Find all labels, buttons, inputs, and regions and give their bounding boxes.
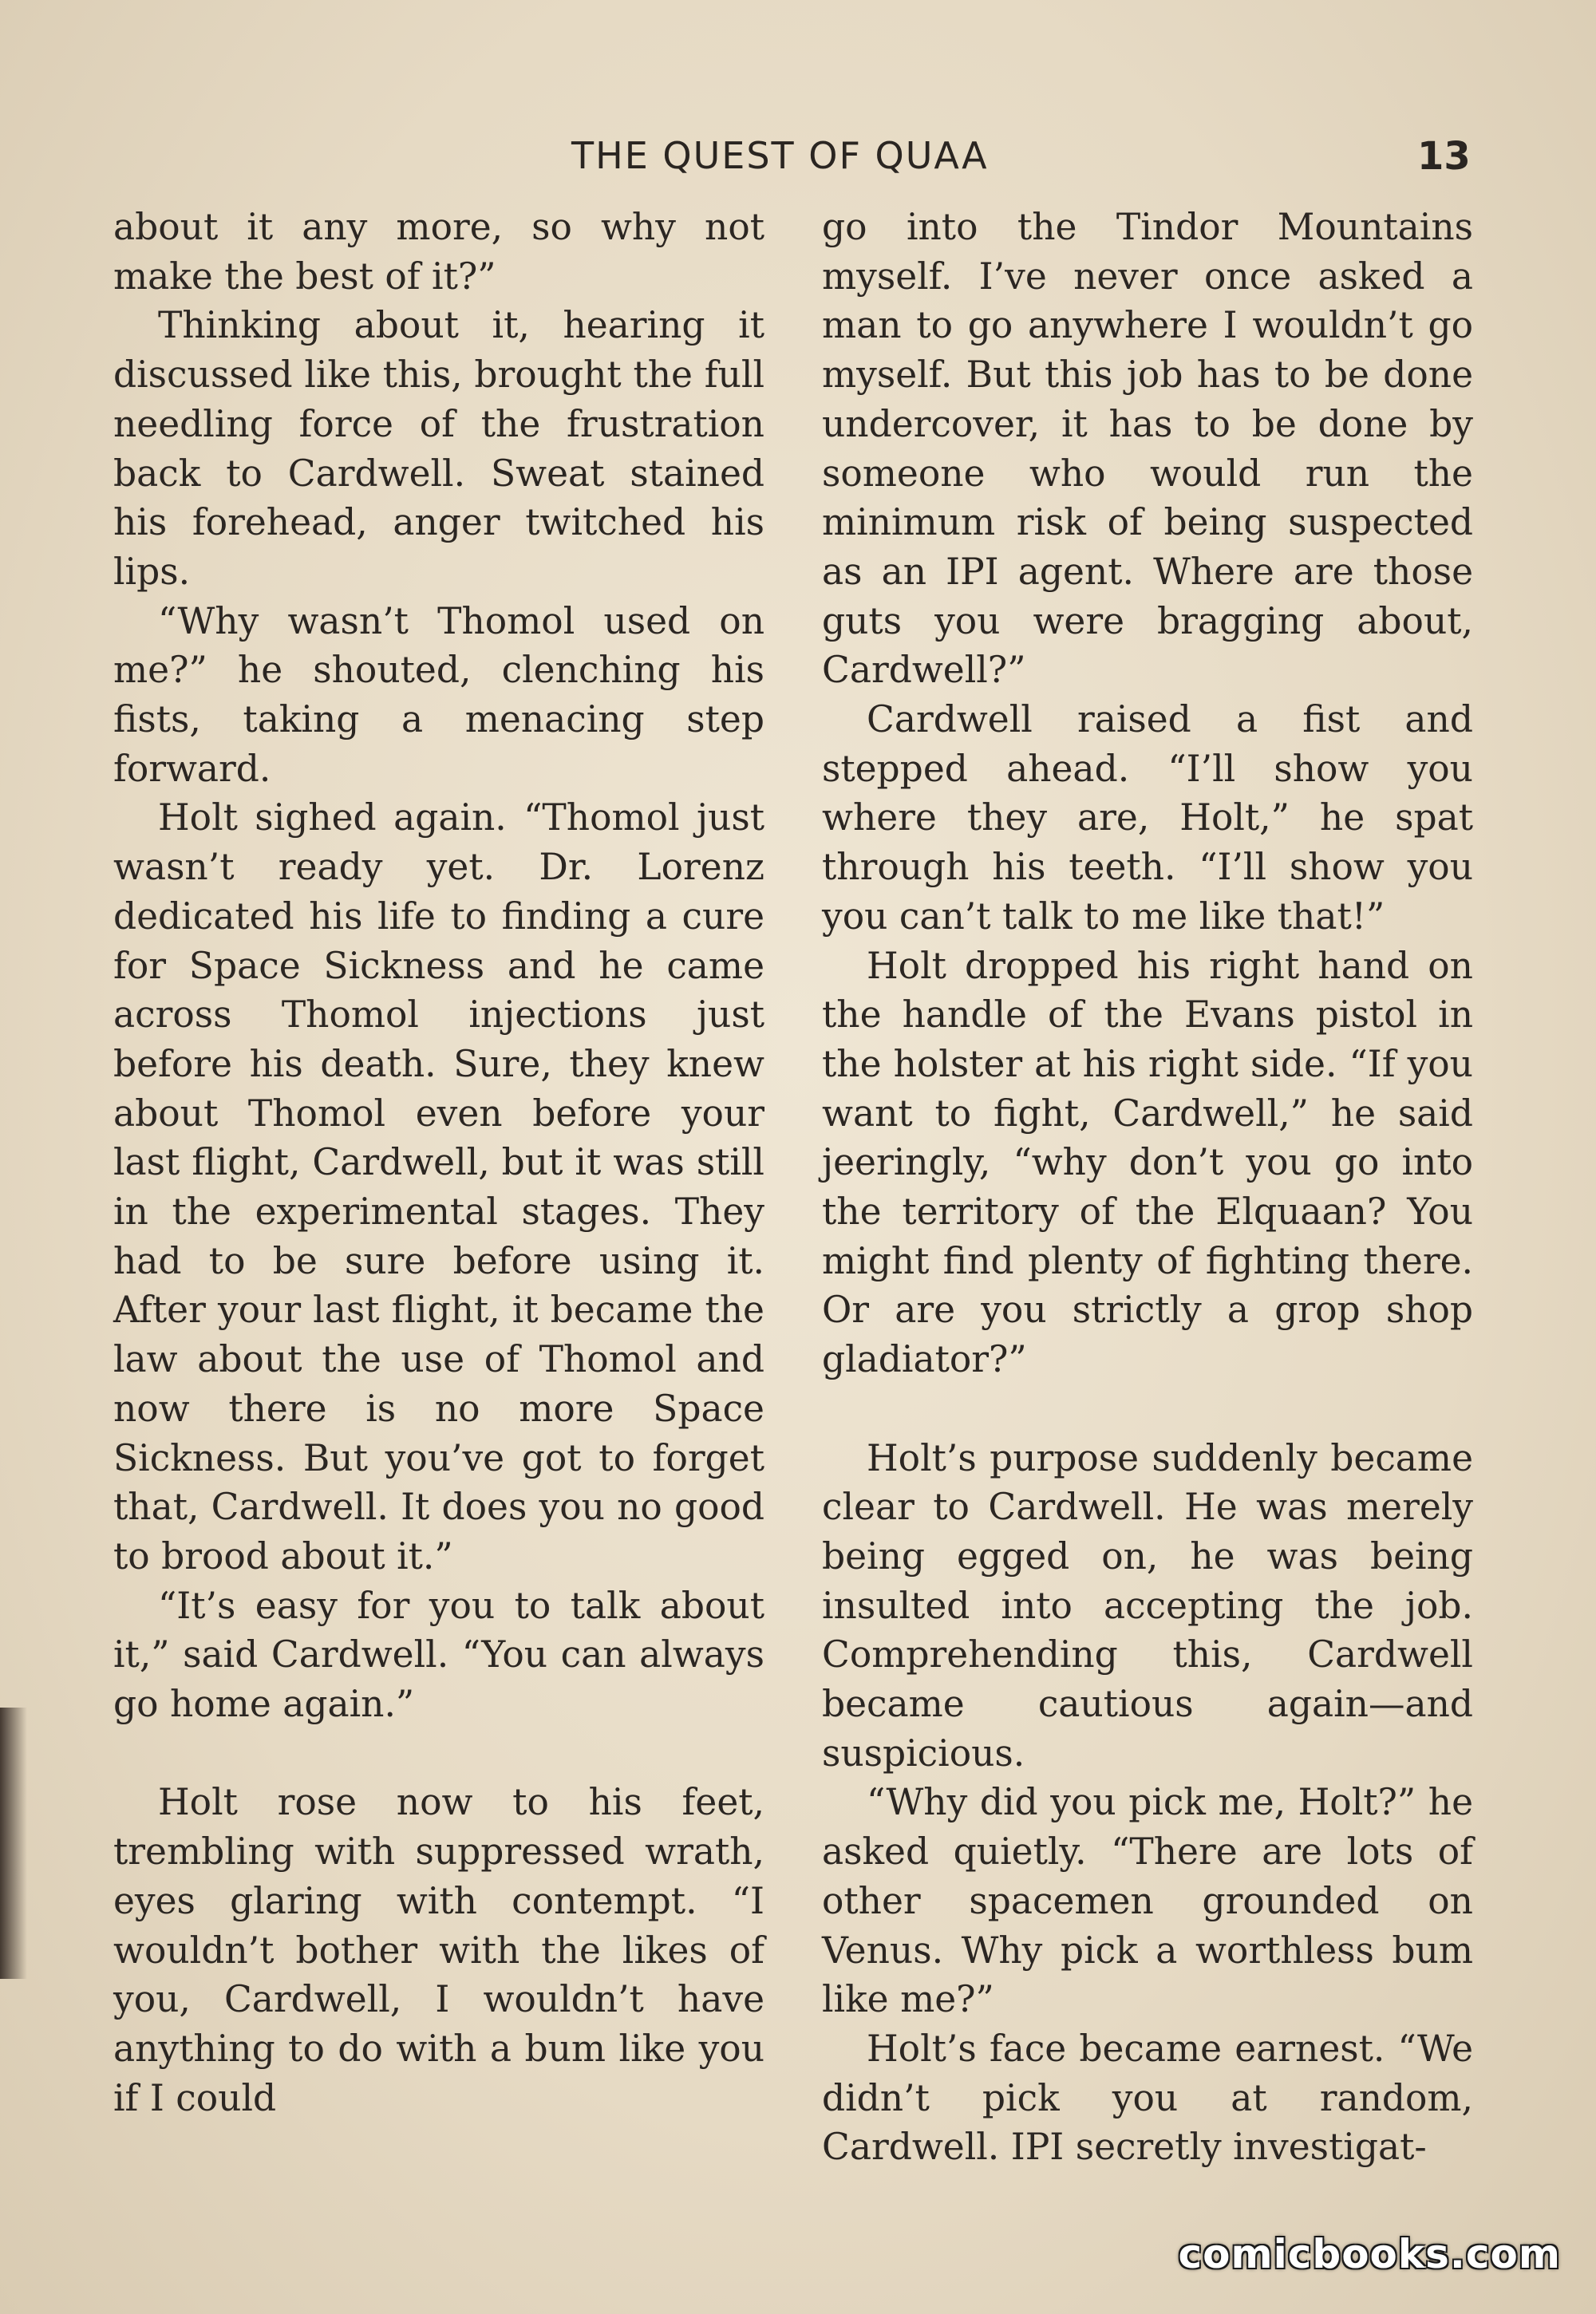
left-column [113,203,764,2122]
right-column [822,203,1473,2172]
paragraph: about it any more, so why not make the best of it?” [113,206,764,298]
paragraph: “It’s easy for you to talk about it,” said Cardwell. “You can always go home again.” [113,1584,764,1726]
paragraph: Holt’s face became earnest. “We didn’t pick you at random, Cardwell. IPI secretly investigat- [822,2028,1473,2169]
paragraph: go into the Tindor Mountains myself. I’ve never once asked a man to go anywhere I wouldn’t go myself. But this job has to be done undercover, it has to be done by someone who would run the minimum risk of being suspected as an IPI agent. Where are those guts you were bragging about, Cardwell?” [822,206,1473,692]
paragraph: Holt sighed again. “Thomol just wasn’t ready yet. Dr. Lorenz dedicated his life to finding a cure for Space Sickness and he came across Thomol injections just before his death. Sure, they knew about Thomol even before your last flight, Cardwell, but it was still in the experimental stages. They had to be sure before using it. After your last flight, it became the law about the use of Thomol and now there is no more Space Sickness. But you’ve got to forget that, Cardwell. It does you no good to brood about it.” [113,796,764,1578]
paragraph: “Why wasn’t Thomol used on me?” he shouted, clenching his fists, taking a menacing step forward. [113,599,764,790]
paragraph: Holt rose now to his feet, trembling with suppressed wrath, eyes glaring with contempt. “I wouldn’t bother with the likes of you, Cardwell, I wouldn’t have anything to do with a bum like you if I could [113,1781,764,2119]
binding-shadow [0,1708,27,1979]
paragraph: Holt’s purpose suddenly became clear to Cardwell. He was merely being egged on, he was being insulted into accepting the job. Comprehending this, Cardwell became cautious again—and suspicious. [822,1436,1473,1775]
paragraph: Holt dropped his right hand on the handle of the Evans pistol in the holster at his right side. “If you want to fight, Cardwell,” he said jeeringly, “why don’t you go into the territory of the Elquaan? You might find plenty of fighting there. Or are you strictly a grop shop gladiator?” [822,944,1473,1381]
site-watermark: comicbooks.com [1178,2231,1561,2277]
running-title: THE QUEST OF QUAA [571,134,989,177]
page-number: 13 [1417,134,1471,179]
paragraph: Cardwell raised a fist and stepped ahead. “I’ll show you where they are, Holt,” he spat through his teeth. “I’ll show you you can’t talk to me like that!” [822,698,1473,938]
paragraph: “Why did you pick me, Holt?” he asked quietly. “There are lots of other spacemen grounded on Venus. Why pick a worthless bum like me?” [822,1781,1473,2021]
paragraph: Thinking about it, hearing it discussed like this, brought the full needling force of the frustration back to Cardwell. Sweat stained his forehead, anger twitched his lips. [113,304,764,593]
running-header [0,134,1596,182]
